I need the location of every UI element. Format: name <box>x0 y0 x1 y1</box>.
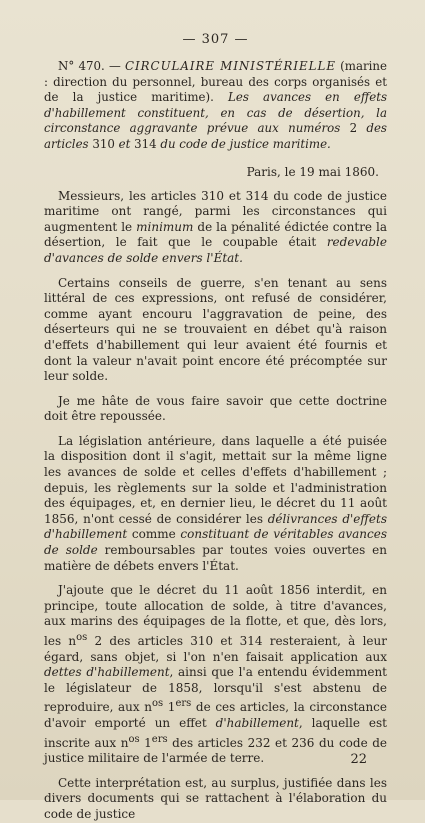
p4-text-e: remboursables par toutes voies ouvertes en matière de débets envers l'État. <box>44 543 387 573</box>
paragraph-4 <box>44 434 387 574</box>
circular-header <box>44 59 387 153</box>
p4-text-c: comme <box>127 527 181 542</box>
p5-sup-3: ers <box>175 698 192 710</box>
subject-part-d: 310 <box>92 136 115 151</box>
date-line: Paris, le 19 mai 1860. <box>246 164 379 179</box>
p5-sup-2: os <box>152 698 164 710</box>
p5-text-e: 1 <box>163 700 176 715</box>
p5-sup-1: os <box>76 632 88 643</box>
p1-italic-minimum: minimum <box>136 219 194 234</box>
paragraph-5 <box>44 583 387 767</box>
subject-part-f: 314 <box>134 136 157 151</box>
p5-italic-habillement: d'habillement <box>215 715 299 730</box>
p1-text-a: Messieurs, les articles 310 et 314 du code de justice maritime ont rangé, parmi les circonstances qui augmentent le <box>44 188 387 234</box>
paragraph-1 <box>44 189 387 267</box>
p5-text-i: 1 <box>139 735 152 750</box>
page-number: — 307 — <box>182 32 249 47</box>
circular-number: N° 470. <box>58 59 105 73</box>
subject-part-a: Les avances en effets d'habillement constituent, en cas de désertion, la circonstance aggravante prévue aux numéros <box>44 90 387 136</box>
p5-sup-4: os <box>128 733 140 745</box>
subject-part-g: du code de justice maritime. <box>156 136 331 151</box>
paragraph-3: Je me hâte de vous faire savoir que cette doctrine doit être repoussée. <box>44 393 387 424</box>
paragraph-2: Certains conseils de guerre, s'en tenant au sens littéral de ces expressions, ont refusé de considérer, comme ayant encouru l'aggravation de peine, des déserteurs qui ne se trouvaient en débet qu'à raison d'effets d'habillement qui leur avaient été fournis et dont la valeur n'avait point encore été précomptée sur leur solde. <box>44 275 387 384</box>
p4-italic-delivrances: délivrances d'effets d'habillement <box>44 511 387 542</box>
circular-title: CIRCULAIRE MINISTÉRIELLE <box>124 59 336 73</box>
p5-text-f: de ces articles, la circonstance d'avoir emporté un effet <box>44 700 387 730</box>
p4-italic-constituant: constituant de véritables avances de solde <box>44 527 387 558</box>
header-dash: — <box>104 59 125 73</box>
subject-part-b: 2 <box>349 121 358 136</box>
p5-text-j: des articles 232 et 236 du code de justice militaire de l'armée de terre. <box>44 735 388 766</box>
p1-italic-redevable: redevable d'avances de solde envers l'État. <box>44 235 387 265</box>
paragraph-6: Cette interprétation est, au surplus, justifiée dans les divers documents qui se rattachent à l'élaboration du code de justice <box>44 775 387 821</box>
p5-text-d: , ainsi que l'a entendu évidemment le législateur de 1858, lorsqu'il s'est abstenu de reproduire, aux n <box>44 665 387 715</box>
p5-text-a: J'ajoute que le décret du 11 août 1856 interdit, en principe, toute allocation de solde, à titre d'avances, aux marins des équipages de la flotte, et que, dès lors, les n <box>44 583 387 648</box>
signature-mark: 22 <box>350 752 367 767</box>
subject-part-e: et <box>114 136 135 151</box>
circular-origin: (marine : direction du personnel, bureau des corps organisés et de la justice maritime). <box>44 59 387 105</box>
p5-sup-5: ers <box>151 733 168 745</box>
p1-text-c: de la pénalité édictée contre la désertion, le fait que le coupable était <box>44 219 387 250</box>
p4-text-a: La législation antérieure, dans laquelle a été puisée la disposition dont il s'agit, mettait sur la même ligne les avances de solde et celles d'effets d'habillement ; depuis, les règlements sur la solde et l'administration des équipages, et, en dernier lieu, le décret du 11 août 1856, n'ont cessé de considérer les <box>44 433 387 526</box>
p5-text-h: , laquelle est inscrite aux n <box>44 715 387 750</box>
subject-part-c: des articles <box>44 121 387 151</box>
p5-text-b: 2 des articles 310 et 314 resteraient, à leur égard, sans objet, si l'on n'en faisait application aux <box>44 634 387 664</box>
p5-italic-dettes: dettes d'habillement <box>44 665 170 680</box>
